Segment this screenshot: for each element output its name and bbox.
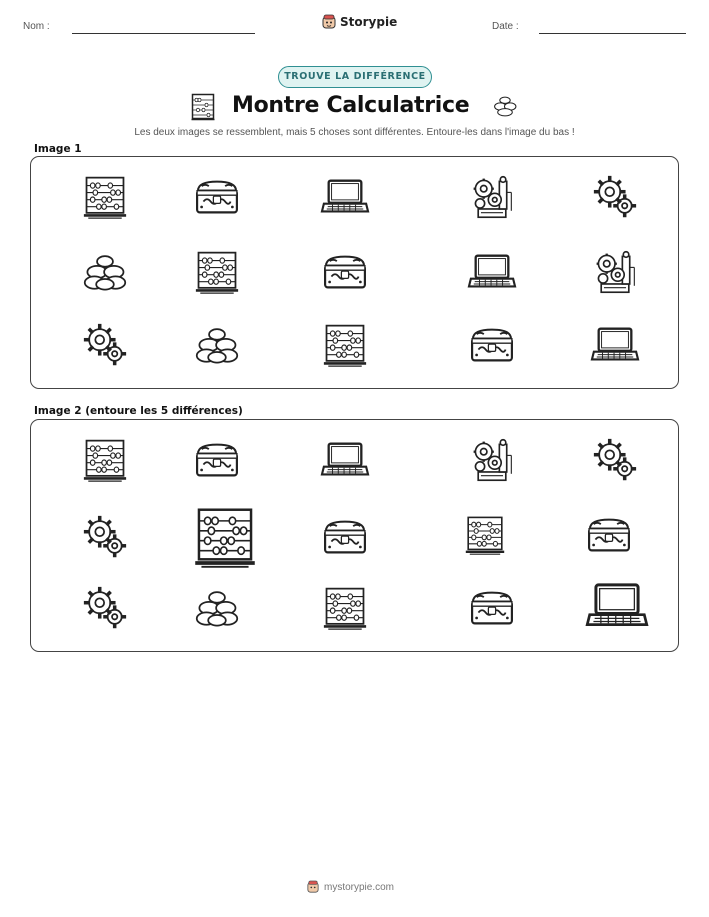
treasure-chest-icon[interactable] [469,589,515,627]
gears-icon[interactable] [83,515,127,559]
abacus-icon[interactable] [194,504,256,570]
treasure-chest-icon [469,326,515,364]
abacus-icon[interactable] [83,437,127,483]
panel-1-label: Image 1 [34,143,82,155]
laptop-icon [321,177,369,217]
stones-icon [195,325,239,365]
gears-icon[interactable] [83,586,127,630]
title-abacus-icon [190,93,216,121]
treasure-chest-icon[interactable] [194,441,240,479]
footer [307,880,394,894]
panel-2-label: Image 2 (entoure les 5 différences) [34,405,243,417]
abacus-icon [83,174,127,220]
abacus-icon[interactable] [465,512,505,558]
brand-name: Storypie [340,15,398,29]
laptop-icon [468,252,516,292]
date-line[interactable] [539,33,686,34]
laptop-icon[interactable] [321,440,369,480]
name-line[interactable] [72,33,255,34]
abacus-icon [323,322,367,368]
gears-icon[interactable] [593,438,637,482]
date-label: Date : [492,21,519,32]
stones-icon [83,252,127,292]
treasure-chest-icon[interactable] [322,518,368,556]
treasure-chest-icon [194,178,240,216]
machine-gears-icon[interactable] [469,437,515,483]
treasure-chest-icon [322,253,368,291]
instructions-text: Les deux images se ressemblent, mais 5 choses sont différentes. Entoure-les dans l'image du bas ! [134,127,575,138]
treasure-chest-icon[interactable] [586,516,632,554]
laptop-icon[interactable] [586,575,648,637]
storypie-mascot-icon [322,14,336,30]
brand-logo [322,14,397,30]
title-stones-icon [492,95,518,117]
abacus-icon [195,249,239,295]
machine-gears-icon [469,174,515,220]
laptop-icon [591,325,639,365]
name-label: Nom : [23,21,50,32]
footer-url: mystorypie.com [324,881,395,893]
abacus-icon[interactable] [323,585,367,631]
machine-gears-icon [592,249,638,295]
stones-icon[interactable] [195,588,239,628]
storypie-mascot-icon [307,880,319,894]
activity-badge: TROUVE LA DIFFÉRENCE [278,66,432,88]
gears-icon [83,323,127,367]
gears-icon [593,175,637,219]
page-title: Montre Calculatrice [232,93,470,118]
